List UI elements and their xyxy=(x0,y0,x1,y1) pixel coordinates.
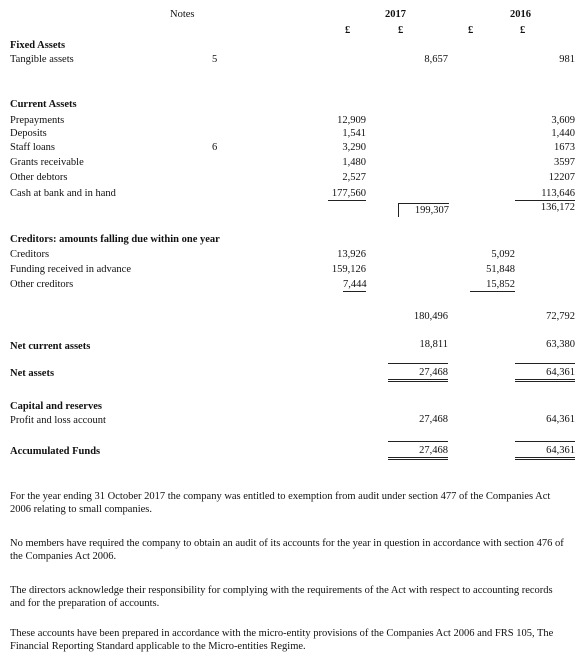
current-asset-2017: 12,909 xyxy=(337,115,366,126)
profit-loss-2016: 64,361 xyxy=(546,414,575,425)
current-asset-label: Staff loans xyxy=(10,142,56,153)
accumulated-funds-2016: 64,361 xyxy=(515,445,575,460)
current-asset-2016: 1673 xyxy=(554,142,575,153)
creditor-2017: 7,444 xyxy=(343,279,367,290)
fixed-assets-heading: Fixed Assets xyxy=(10,40,66,51)
current-asset-label: Cash at bank and in hand xyxy=(10,188,116,199)
creditor-label: Creditors xyxy=(10,249,50,260)
capital-reserves-heading: Capital and reserves xyxy=(10,401,102,412)
net-assets-label: Net assets xyxy=(10,368,55,379)
net-assets-2017: 27,468 xyxy=(388,367,448,382)
current-asset-2017: 2,527 xyxy=(342,172,366,183)
net-current-assets-2016: 63,380 xyxy=(546,339,575,350)
current-asset-2017: 1,480 xyxy=(342,157,366,168)
tangible-assets-2017: 8,657 xyxy=(424,54,448,65)
current-asset-2017: 177,560 xyxy=(328,188,366,201)
currency-2016-b: £ xyxy=(520,25,526,36)
current-asset-label: Prepayments xyxy=(10,115,65,126)
accumulated-2016-rule xyxy=(515,441,575,442)
accumulated-2017-rule xyxy=(388,441,448,442)
creditor-2017: 13,926 xyxy=(337,249,366,260)
profit-loss-2017: 27,468 xyxy=(419,414,448,425)
current-asset-2016: 12207 xyxy=(548,172,575,183)
creditors-total-2017: 180,496 xyxy=(413,311,448,322)
creditor-2016: 15,852 xyxy=(470,279,515,292)
current-asset-label: Grants receivable xyxy=(10,157,84,168)
current-asset-label: Other debtors xyxy=(10,172,68,183)
current-asset-label: Deposits xyxy=(10,128,47,139)
current-assets-total-2016: 136,172 xyxy=(540,202,575,213)
current-assets-heading: Current Assets xyxy=(10,99,77,110)
net-assets-2016-rule xyxy=(515,363,575,364)
accumulated-funds-2017: 27,468 xyxy=(388,445,448,460)
directors-responsibility-statement: The directors acknowledge their responsibility for complying with the requirements of the Act with respect to accounting records and for the preparation of accounts. xyxy=(10,585,553,609)
current-asset-2016: 113,646 xyxy=(515,188,575,201)
creditor-2017: 159,126 xyxy=(331,264,366,275)
creditor-2016: 51,848 xyxy=(486,264,515,275)
members-audit-statement: No members have required the company to obtain an audit of its accounts for the year in question in accordance with section 476 of the Companies Act 2006. xyxy=(10,538,564,562)
net-assets-2016: 64,361 xyxy=(515,367,575,382)
net-assets-2017-rule xyxy=(388,363,448,364)
net-current-assets-label: Net current assets xyxy=(10,341,91,352)
profit-loss-label: Profit and loss account xyxy=(10,415,106,426)
year-2016-header: 2016 xyxy=(510,9,531,20)
micro-entity-statement: These accounts have been prepared in accordance with the micro-entity provisions of the Companies Act 2006 and FRS 105, The Financial Reporting Standard applicable to the Micro-entities Regime. xyxy=(10,628,554,652)
current-asset-2017: 3,290 xyxy=(342,142,366,153)
net-current-assets-2017: 18,811 xyxy=(419,339,448,350)
creditor-label: Funding received in advance xyxy=(10,264,131,275)
creditor-2016: 5,092 xyxy=(491,249,515,260)
staff-loans-note: 6 xyxy=(212,142,218,153)
creditor-label: Other creditors xyxy=(10,279,74,290)
audit-exemption-statement: For the year ending 31 October 2017 the company was entitled to exemption from audit under section 477 of the Companies Act 2006 relating to small companies. xyxy=(10,491,551,515)
currency-2017-a: £ xyxy=(345,25,351,36)
tangible-assets-label: Tangible assets xyxy=(10,54,74,65)
current-asset-2016: 1,440 xyxy=(551,128,575,139)
current-asset-2017: 1,541 xyxy=(342,128,366,139)
accumulated-funds-label: Accumulated Funds xyxy=(10,446,101,457)
year-2017-header: 2017 xyxy=(385,9,406,20)
tangible-assets-note: 5 xyxy=(212,54,218,65)
creditors-total-2016: 72,792 xyxy=(546,311,575,322)
current-asset-2016: 3,609 xyxy=(551,115,575,126)
currency-2016-a: £ xyxy=(468,25,474,36)
current-asset-2016: 3597 xyxy=(554,157,575,168)
current-assets-total-2017: 199,307 xyxy=(398,203,449,217)
notes-column-header: Notes xyxy=(170,9,195,20)
tangible-assets-2016: 981 xyxy=(559,54,575,65)
currency-2017-b: £ xyxy=(398,25,404,36)
creditors-heading: Creditors: amounts falling due within one year xyxy=(10,234,220,245)
